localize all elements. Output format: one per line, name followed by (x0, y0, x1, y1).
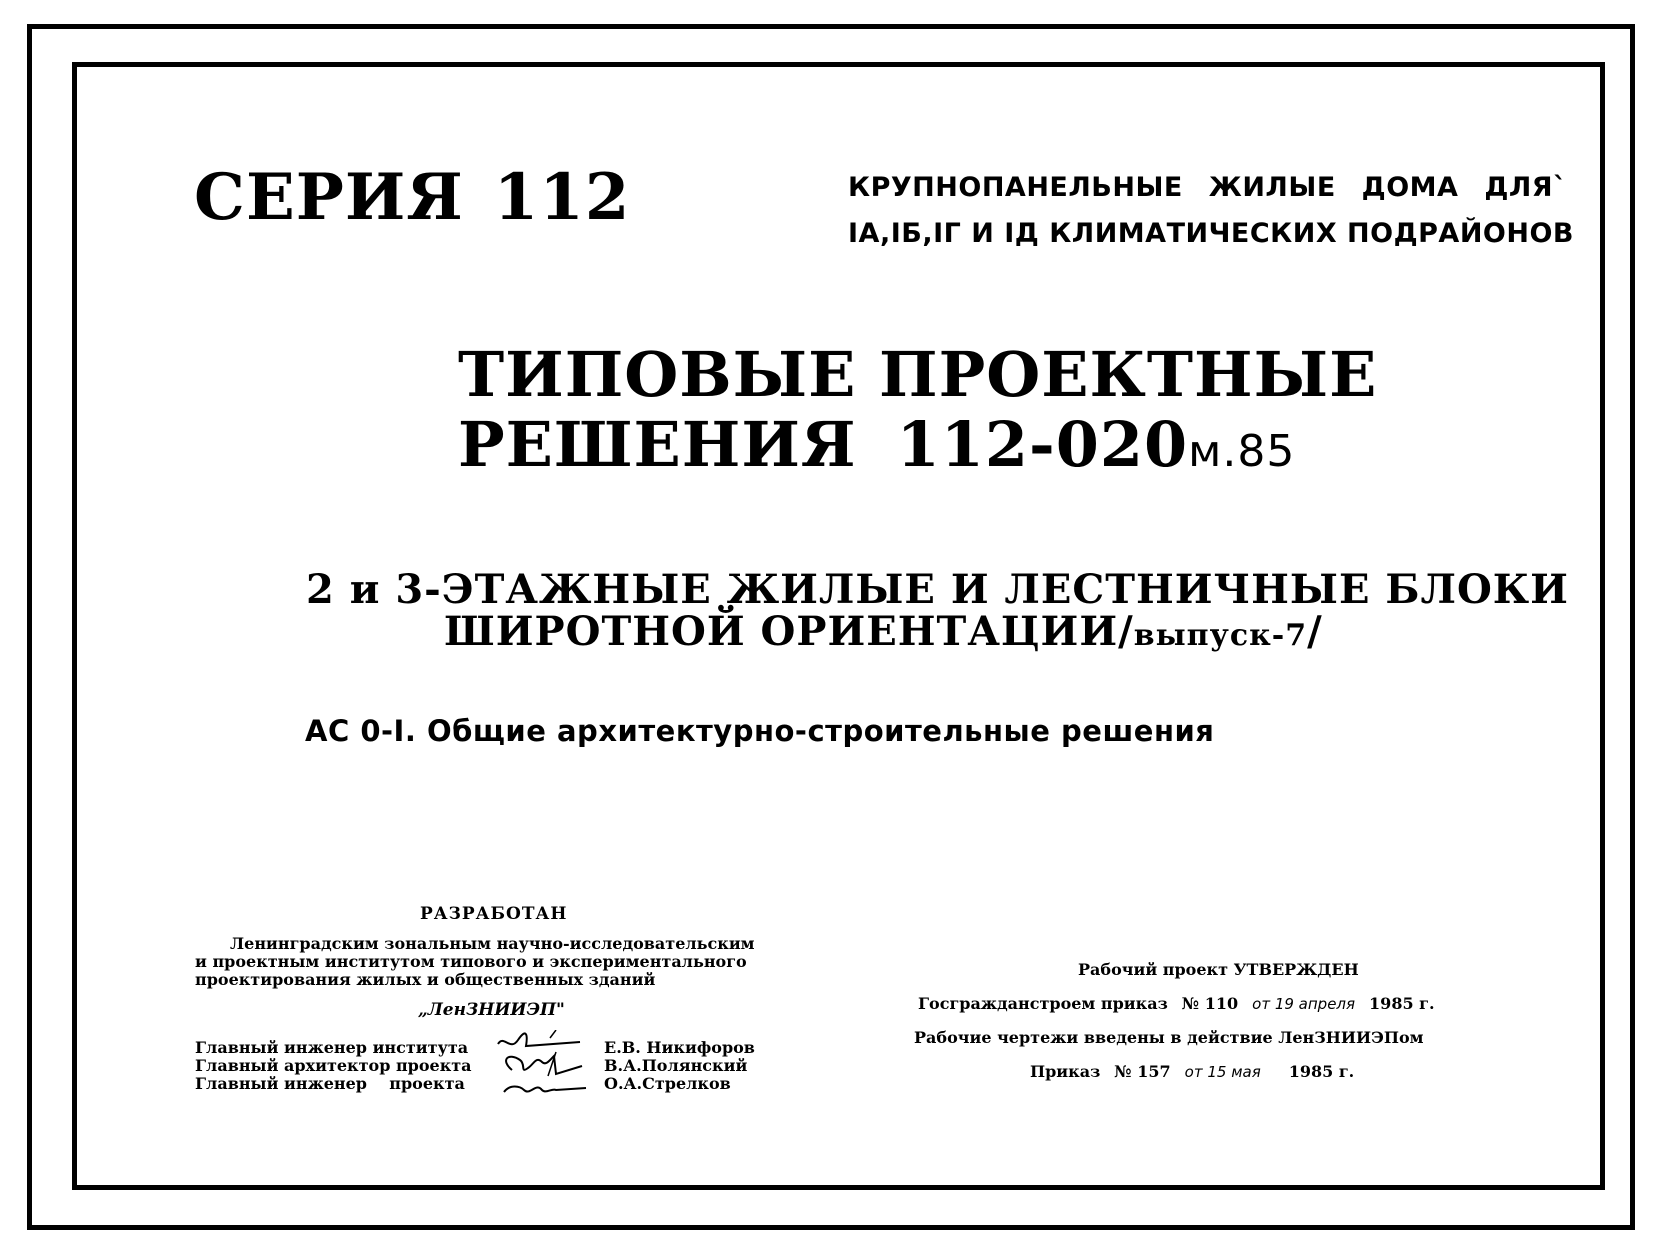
approval-authority: Госгражданстроем приказ (918, 994, 1168, 1013)
series-heading (194, 160, 630, 235)
subtitle-line2-text: ШИРОТНОЙ ОРИЕНТАЦИИ/ (444, 608, 1134, 655)
signatory-title: Главный инженер института (195, 1038, 469, 1057)
signatory-name: О.А.Стрелков (604, 1074, 731, 1093)
developer-heading: РАЗРАБОТАН (420, 904, 568, 924)
main-title-line2 (458, 408, 1295, 481)
approval-order-year: 1985 г. (1369, 994, 1435, 1013)
developer-line3: проектирования жилых и общественных зданий (195, 970, 656, 989)
subtitle-line1: 2 и 3-ЭТАЖНЫЕ ЖИЛЫЕ И ЛЕСТНИЧНЫЕ БЛОКИ (306, 566, 1569, 613)
approval-order-line (918, 994, 1435, 1013)
subtitle-line2-end: / (1307, 608, 1323, 655)
enactment-order-year: 1985 г. (1288, 1062, 1355, 1081)
signatory-title: Главный архитектор проекта (195, 1056, 472, 1075)
developer-line1: Ленинградским зональным научно-исследовательским (230, 934, 755, 953)
project-code: 112-020 (896, 408, 1189, 481)
series-number: 112 (493, 160, 631, 235)
approval-order-date: от 19 апреля (1252, 995, 1356, 1013)
enactment-line: Рабочие чертежи введены в действие ЛенЗНИИЭПом (914, 1028, 1424, 1047)
developer-organization: „ЛенЗНИИЭП" (418, 1000, 565, 1020)
developer-line2: и проектным институтом типового и экспериментального (195, 952, 747, 971)
subtitle-line2 (444, 608, 1323, 655)
enactment-order-line (1030, 1062, 1354, 1081)
project-code-suffix: м.85 (1188, 426, 1296, 477)
enactment-order-number: № 157 (1114, 1062, 1171, 1081)
enactment-order-label: Приказ (1030, 1062, 1101, 1081)
main-title-word: РЕШЕНИЯ (458, 408, 857, 481)
series-description-line1: КРУПНОПАНЕЛЬНЫЕ ЖИЛЫЕ ДОМА ДЛЯ` (848, 172, 1568, 203)
signatory-name: Е.В. Никифоров (604, 1038, 755, 1057)
signatory-title: Главный инженер проекта (195, 1074, 465, 1093)
series-description-line2: IА,IБ,IГ И IД КЛИМАТИЧЕСКИХ ПОДРАЙОНОВ (848, 218, 1575, 249)
enactment-order-date: от 15 мая (1184, 1063, 1261, 1081)
approval-heading: Рабочий проект УТВЕРЖДЕН (1078, 960, 1359, 979)
signatory-name: В.А.Полянский (604, 1056, 748, 1075)
handwritten-signatures (490, 1030, 610, 1102)
section-title: АС 0-I. Общие архитектурно-строительные решения (305, 714, 1215, 748)
main-title-line1: ТИПОВЫЕ ПРОЕКТНЫЕ (458, 338, 1378, 411)
issue-label: выпуск-7 (1133, 618, 1308, 653)
approval-order-number: № 110 (1181, 994, 1239, 1013)
series-label: СЕРИЯ (194, 160, 464, 235)
